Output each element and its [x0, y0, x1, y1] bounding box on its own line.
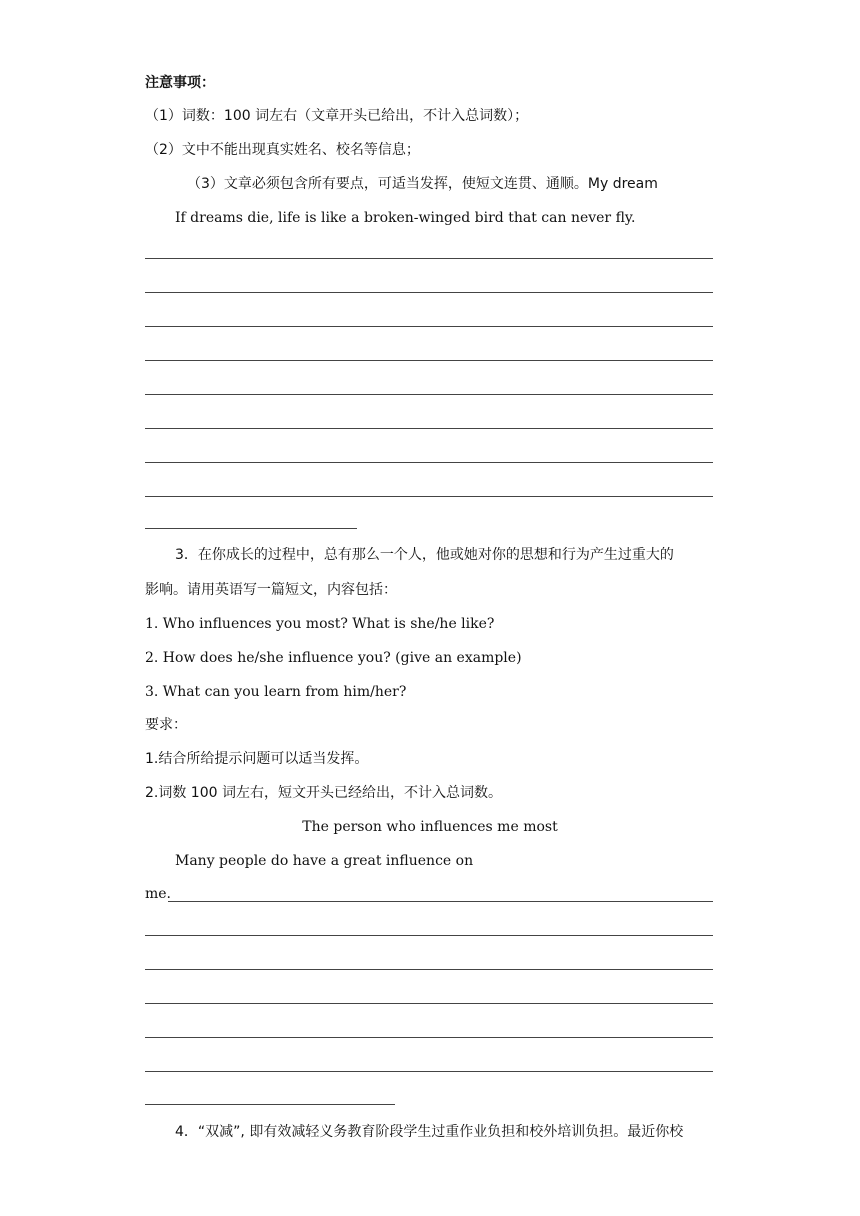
answer-line: [145, 1003, 713, 1004]
essay-title: The person who influences me most: [302, 819, 558, 835]
guide-question-2: 2. How does he/she influence you? (give an example): [145, 650, 522, 666]
question-3-prompt-line-2: 影响。请用英语写一篇短文，内容包括：: [145, 582, 397, 598]
note-2: （2）文中不能出现真实姓名、校名等信息；: [145, 142, 420, 158]
question-3-prompt-line-1: 3．在你成长的过程中，总有那么一个人，他或她对你的思想和行为产生过重大的: [175, 547, 674, 563]
answer-line: [168, 901, 713, 902]
answer-line-short: [145, 1104, 395, 1105]
guide-question-3: 3. What can you learn from him/her?: [145, 684, 407, 700]
answer-line: [145, 292, 713, 293]
note-1: （1）词数：100 词左右（文章开头已给出，不计入总词数）；: [145, 108, 529, 124]
answer-line: [145, 1037, 713, 1038]
essay-opening-line-2: me.: [145, 886, 172, 902]
question-4-prompt-line-1: 4．“双减”, 即有效减轻义务教育阶段学生过重作业负担和校外培训负担。最近你校: [175, 1124, 684, 1140]
answer-line: [145, 462, 713, 463]
answer-line: [145, 935, 713, 936]
answer-line: [145, 326, 713, 327]
answer-line: [145, 496, 713, 497]
answer-line: [145, 360, 713, 361]
note-3: （3）文章必须包含所有要点，可适当发挥，使短文连贯、通顺。My dream: [187, 176, 658, 192]
answer-line-short: [145, 528, 357, 529]
requirements-title: 要求：: [145, 717, 187, 733]
essay-opening-line-1: Many people do have a great influence on: [175, 853, 474, 869]
answer-line: [145, 258, 713, 259]
answer-line: [145, 1071, 713, 1072]
notes-title: 注意事项：: [145, 75, 215, 91]
answer-line: [145, 394, 713, 395]
requirement-2: 2.词数 100 词左右，短文开头已经给出，不计入总词数。: [145, 785, 502, 801]
answer-line: [145, 969, 713, 970]
requirement-1: 1.结合所给提示问题可以适当发挥。: [145, 751, 369, 767]
guide-question-1: 1. Who influences you most? What is she/he like?: [145, 616, 495, 632]
answer-line: [145, 428, 713, 429]
essay-opening-sentence: If dreams die, life is like a broken-winged bird that can never fly.: [175, 210, 636, 226]
